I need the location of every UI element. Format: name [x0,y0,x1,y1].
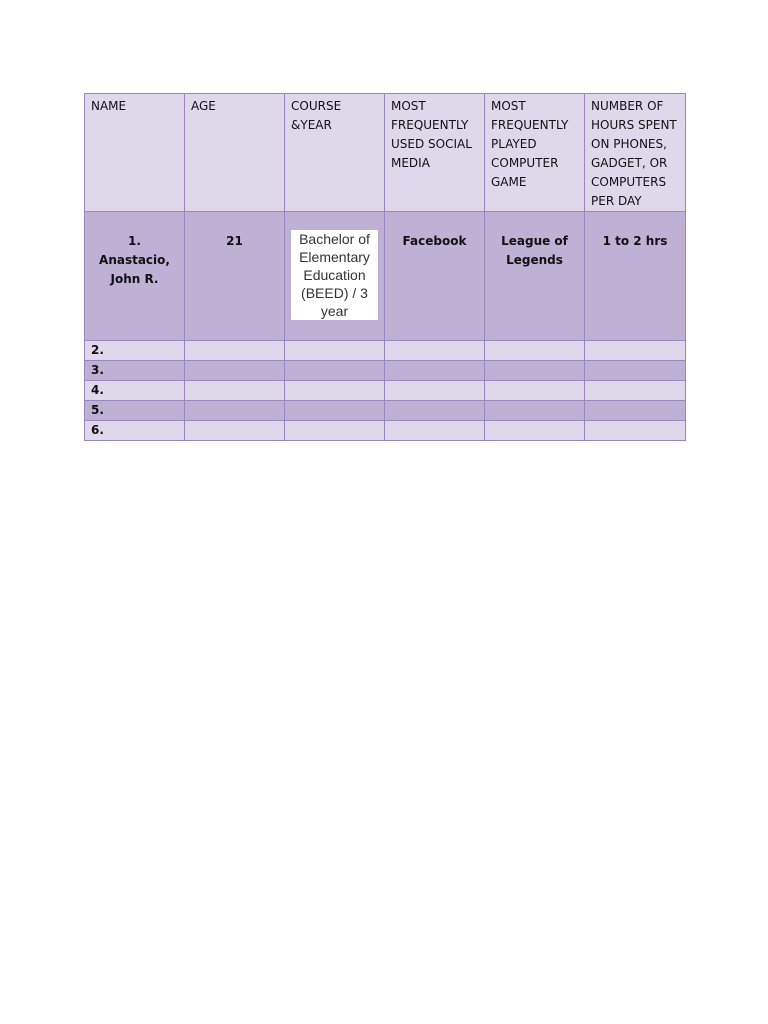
cell-social-media [385,361,485,381]
cell-name: 2. [85,341,185,361]
cell-social-media: Facebook [385,212,485,341]
cell-age: 21 [185,212,285,341]
cell-game [485,361,585,381]
cell-game: League of Legends [485,212,585,341]
cell-course [285,401,385,421]
cell-name: 4. [85,381,185,401]
header-age: AGE [185,94,285,212]
survey-table [84,93,686,441]
cell-social-media [385,421,485,441]
cell-game [485,401,585,421]
cell-game [485,381,585,401]
header-row [85,94,686,212]
header-name: NAME [85,94,185,212]
cell-age [185,361,285,381]
cell-hours [585,381,686,401]
table-row [85,401,686,421]
cell-social-media [385,341,485,361]
cell-hours [585,401,686,421]
cell-hours [585,361,686,381]
cell-age [185,341,285,361]
cell-social-media [385,401,485,421]
course-text: Bachelor of Elementary Education (BEED) / 3 year [291,230,378,320]
cell-course [285,341,385,361]
cell-course [285,421,385,441]
table-row [85,361,686,381]
table-row [85,212,686,341]
cell-name: 6. [85,421,185,441]
cell-name: 1. Anastacio, John R. [85,212,185,341]
header-computer-game: MOST FREQUENTLY PLAYED COMPUTER GAME [485,94,585,212]
header-course-year: COURSE &YEAR [285,94,385,212]
table-row [85,341,686,361]
cell-game [485,341,585,361]
header-social-media: MOST FREQUENTLY USED SOCIAL MEDIA [385,94,485,212]
cell-hours [585,341,686,361]
cell-name: 5. [85,401,185,421]
cell-course [285,361,385,381]
header-hours: NUMBER OF HOURS SPENT ON PHONES, GADGET, OR COMPUTERS PER DAY [585,94,686,212]
cell-age [185,421,285,441]
cell-social-media [385,381,485,401]
table-row [85,381,686,401]
cell-age [185,381,285,401]
cell-age [185,401,285,421]
cell-game [485,421,585,441]
cell-course [285,212,385,341]
cell-hours: 1 to 2 hrs [585,212,686,341]
cell-course [285,381,385,401]
cell-name: 3. [85,361,185,381]
cell-hours [585,421,686,441]
table-row [85,421,686,441]
